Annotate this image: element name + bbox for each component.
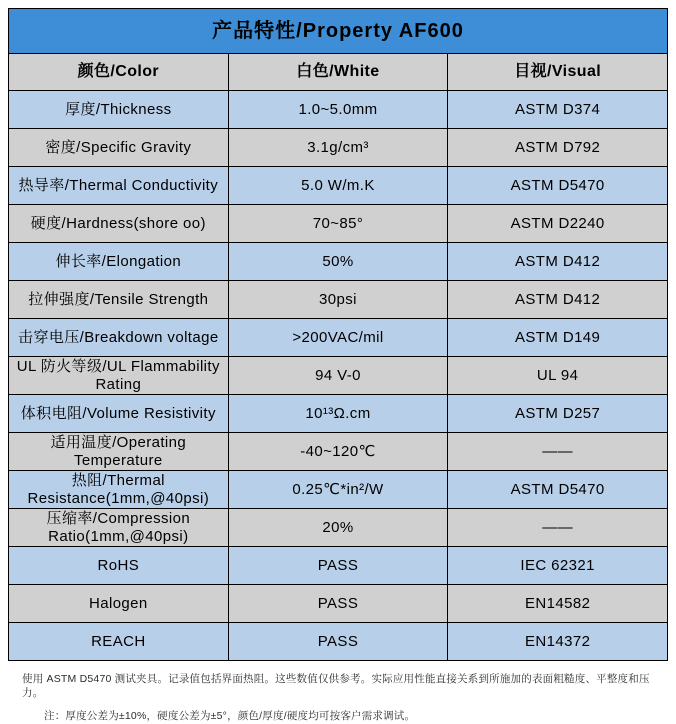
property-cell: 厚度/Thickness (9, 91, 229, 129)
test-method-cell: ASTM D5470 (448, 471, 668, 509)
value-cell: 70~85° (228, 205, 448, 243)
property-cell: Halogen (9, 585, 229, 623)
table-row (9, 91, 668, 129)
table-row (9, 433, 668, 471)
value-cell: 白色/White (228, 54, 448, 91)
value-cell: PASS (228, 585, 448, 623)
table-row (9, 471, 668, 509)
value-cell: 94 V-0 (228, 357, 448, 395)
table-title: 产品特性/Property AF600 (9, 9, 668, 54)
table-body (9, 9, 668, 661)
test-method-cell: EN14372 (448, 623, 668, 661)
notes-section (8, 673, 668, 724)
property-cell: 拉伸强度/Tensile Strength (9, 281, 229, 319)
test-method-cell: EN14582 (448, 585, 668, 623)
property-cell: 密度/Specific Gravity (9, 129, 229, 167)
test-method-cell: ASTM D412 (448, 243, 668, 281)
property-cell: 热导率/Thermal Conductivity (9, 167, 229, 205)
property-cell: 击穿电压/Breakdown voltage (9, 319, 229, 357)
test-method-cell: IEC 62321 (448, 547, 668, 585)
table-row (9, 319, 668, 357)
test-method-cell: ASTM D792 (448, 129, 668, 167)
value-cell: 1.0~5.0mm (228, 91, 448, 129)
test-method-cell: ASTM D2240 (448, 205, 668, 243)
value-cell: PASS (228, 623, 448, 661)
table-row (9, 509, 668, 547)
property-cell: 压缩率/Compression Ratio(1mm,@40psi) (9, 509, 229, 547)
table-row (9, 54, 668, 91)
test-method-cell: —— (448, 433, 668, 471)
table-row (9, 547, 668, 585)
table-row (9, 129, 668, 167)
property-cell: 适用温度/Operating Temperature (9, 433, 229, 471)
value-cell: PASS (228, 547, 448, 585)
property-cell: 伸长率/Elongation (9, 243, 229, 281)
table-row (9, 395, 668, 433)
value-cell: -40~120℃ (228, 433, 448, 471)
value-cell: 50% (228, 243, 448, 281)
test-method-cell: ASTM D5470 (448, 167, 668, 205)
property-cell: 硬度/Hardness(shore oo) (9, 205, 229, 243)
product-property-table (8, 8, 668, 661)
note-measurement: 使用 ASTM D5470 测试夹具。记录值包括界面热阻。这些数值仅供参考。实际应用性能直接关系到所施加的表面粗糙度、平整度和压力。 (22, 673, 650, 699)
table-row (9, 281, 668, 319)
table-row (9, 585, 668, 623)
property-cell: RoHS (9, 547, 229, 585)
table-row (9, 167, 668, 205)
test-method-cell: —— (448, 509, 668, 547)
property-cell: UL 防火等级/UL Flammability Rating (9, 357, 229, 395)
test-method-cell: ASTM D412 (448, 281, 668, 319)
value-cell: >200VAC/mil (228, 319, 448, 357)
value-cell: 0.25℃*in²/W (228, 471, 448, 509)
table-row (9, 205, 668, 243)
table-row (9, 243, 668, 281)
table-row (9, 623, 668, 661)
value-cell: 3.1g/cm³ (228, 129, 448, 167)
test-method-cell: ASTM D374 (448, 91, 668, 129)
note-tolerance: 注：厚度公差为±10%，硬度公差为±5°，颜色/厚度/硬度均可按客户需求调试。 (44, 710, 416, 723)
test-method-cell: ASTM D257 (448, 395, 668, 433)
table-row (9, 357, 668, 395)
value-cell: 20% (228, 509, 448, 547)
test-method-cell: ASTM D149 (448, 319, 668, 357)
value-cell: 5.0 W/m.K (228, 167, 448, 205)
property-cell: 颜色/Color (9, 54, 229, 91)
value-cell: 10¹³Ω.cm (228, 395, 448, 433)
table-title-row (9, 9, 668, 54)
property-cell: REACH (9, 623, 229, 661)
test-method-cell: UL 94 (448, 357, 668, 395)
test-method-cell: 目视/Visual (448, 54, 668, 91)
property-cell: 热阻/Thermal Resistance(1mm,@40psi) (9, 471, 229, 509)
value-cell: 30psi (228, 281, 448, 319)
property-cell: 体积电阻/Volume Resistivity (9, 395, 229, 433)
